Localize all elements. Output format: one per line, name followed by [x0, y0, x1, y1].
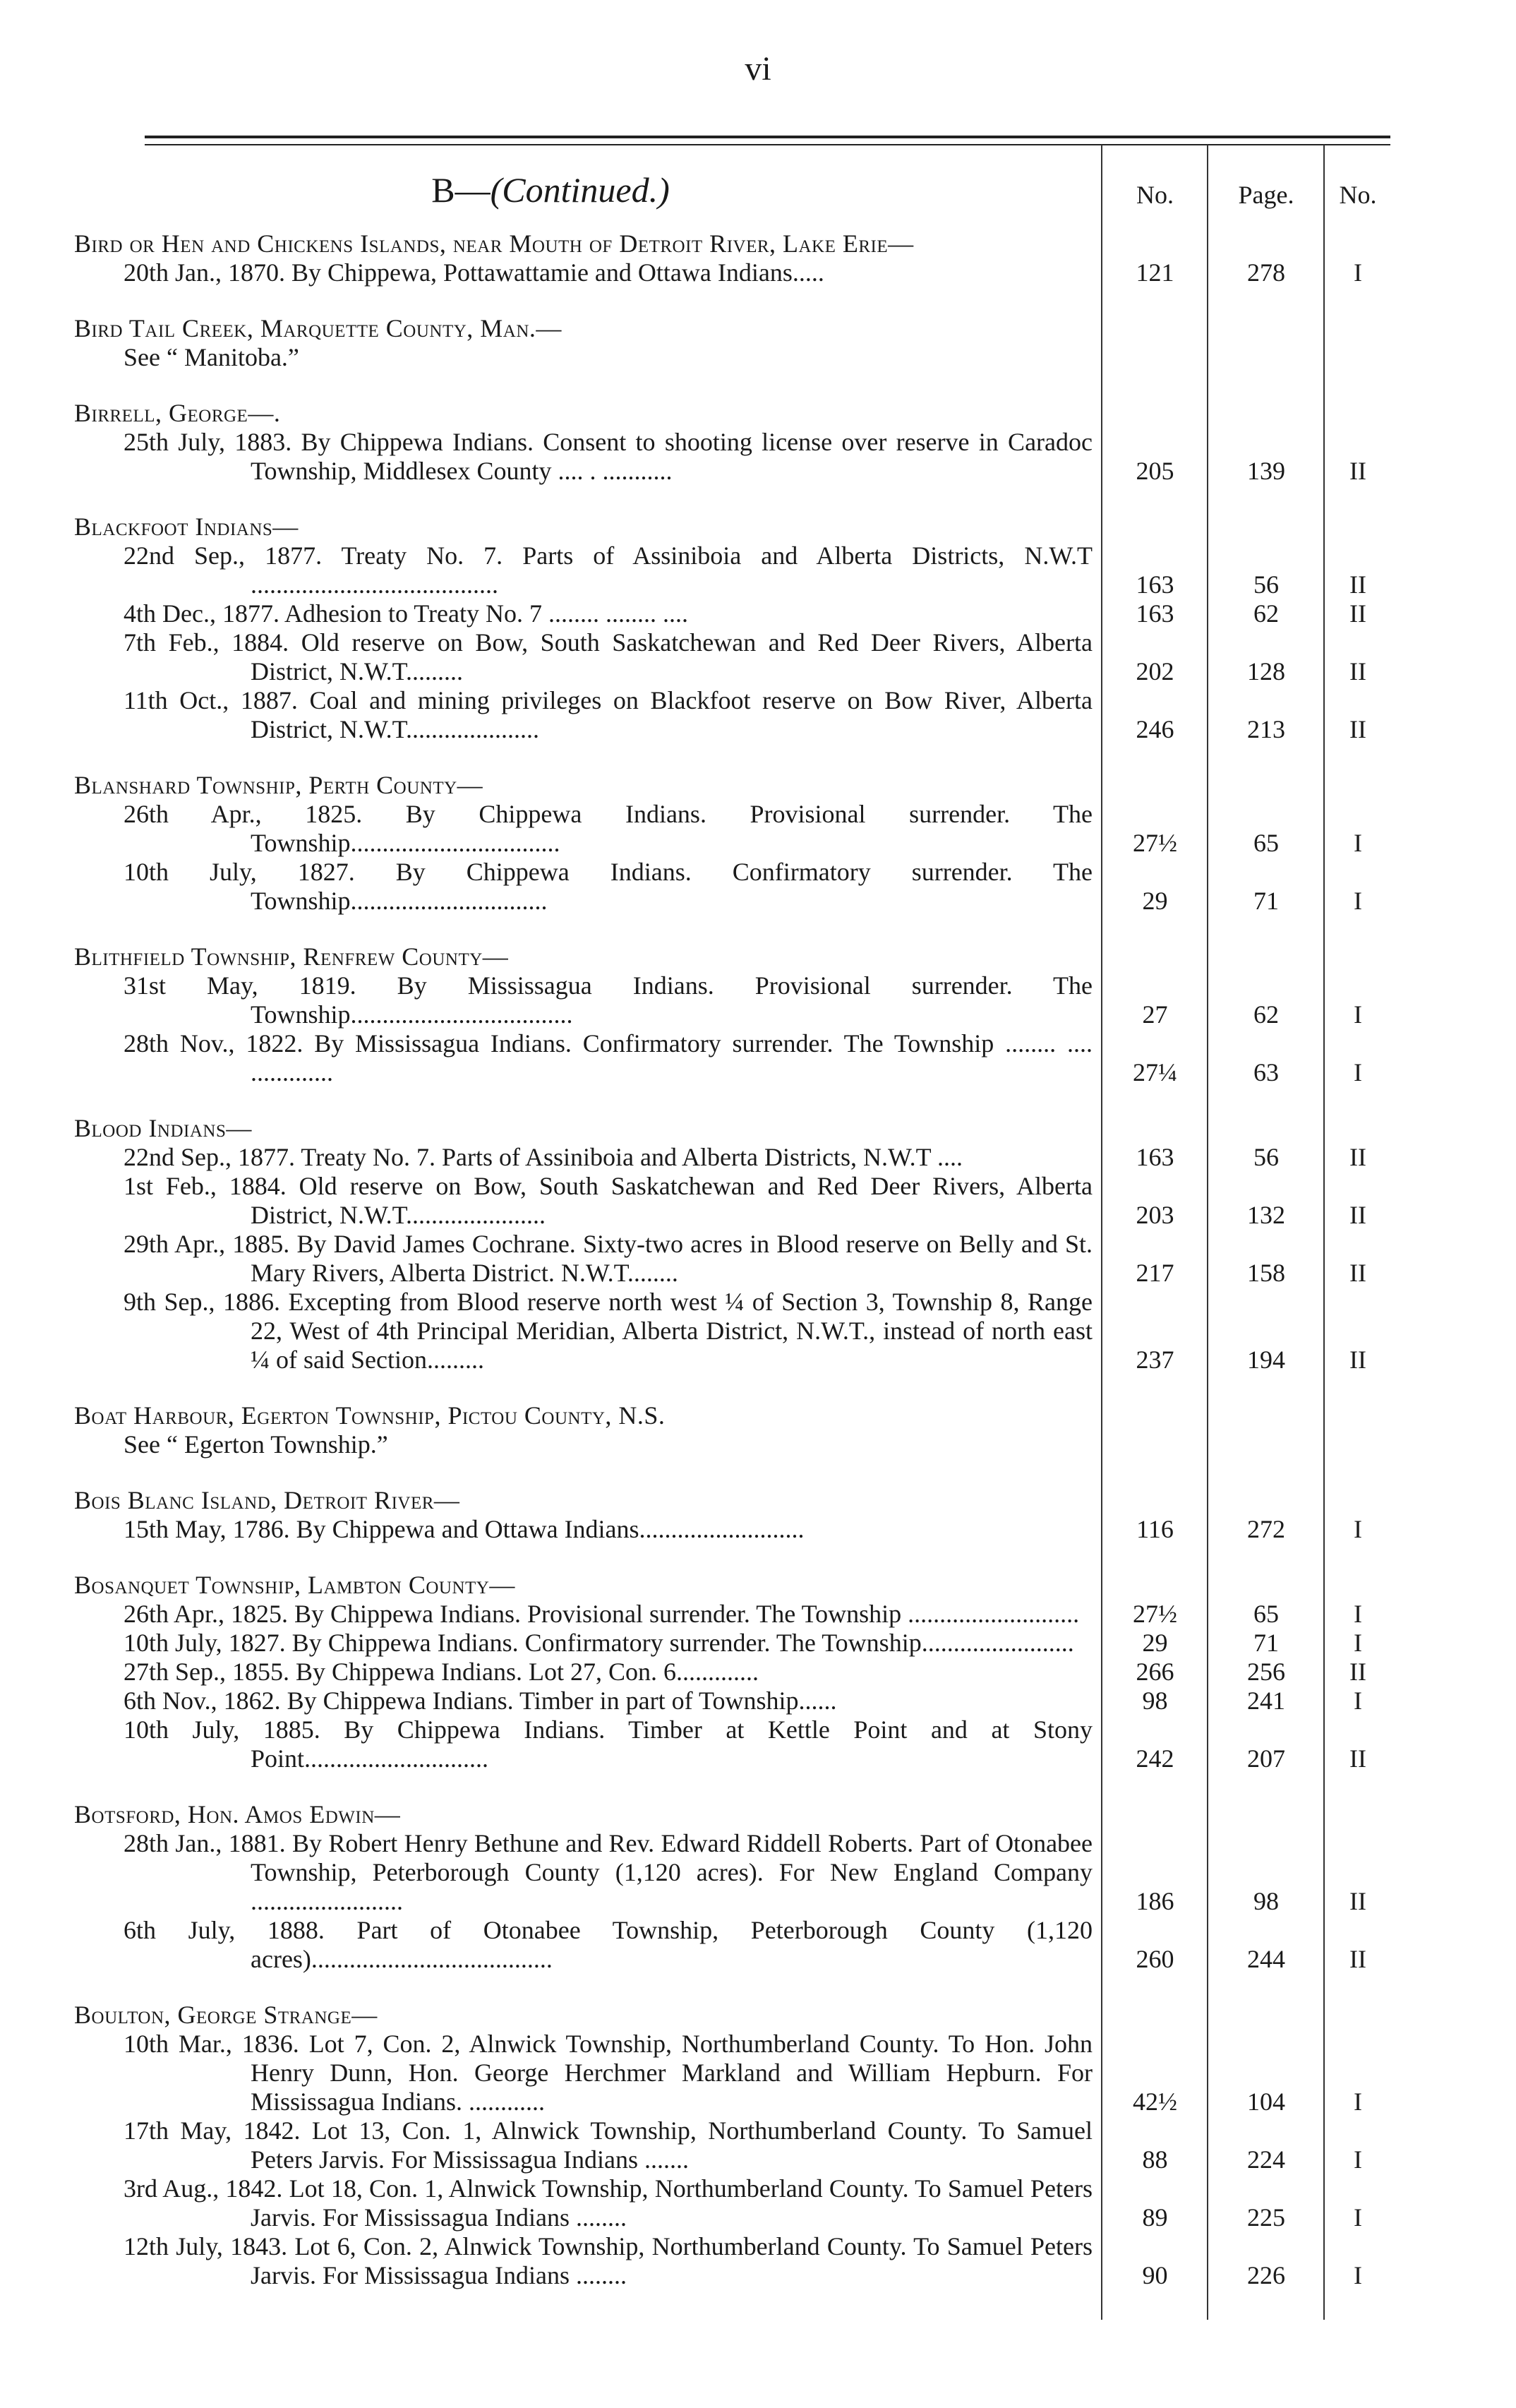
entry-item-text: 20th Jan., 1870. By Chippewa, Pottawattamie and Ottawa Indians..... [124, 258, 824, 287]
entry-item-text: 31st May, 1819. By Mississagua Indians. Provisional surrender. The Township................................... [124, 971, 1093, 1029]
entry-vol-value: I [1354, 1000, 1362, 1029]
entry-vol-value: II [1349, 1744, 1366, 1773]
entry-page-value: 244 [1247, 1945, 1285, 1973]
entry-vol-value: I [1354, 1629, 1362, 1657]
entry-item [74, 1230, 1366, 1288]
entry-heading: Boulton, George Strange— [74, 2001, 378, 2029]
entry-item [74, 541, 1366, 599]
entry-page-value: 71 [1253, 887, 1279, 915]
entry-item-text: 26th Apr., 1825. By Chippewa Indians. Provisional surrender. The Township................................. [124, 800, 1093, 857]
entry-item-text: 7th Feb., 1884. Old reserve on Bow, South Saskatchewan and Red Deer Rivers, Alberta District, N.W.T......... [124, 628, 1093, 685]
entry-item [74, 858, 1362, 916]
page-number: vi [745, 50, 771, 88]
entry-no-value: 98 [1142, 1687, 1168, 1715]
entry-item [74, 2174, 1362, 2232]
entry-heading: Blood Indians— [74, 1114, 252, 1142]
entry-no-value: 29 [1142, 1629, 1168, 1657]
index-entry [74, 1800, 1366, 1974]
entry-item [74, 2232, 1362, 2290]
entry-no-value: 163 [1136, 570, 1174, 599]
entry-page-value: 62 [1253, 599, 1279, 628]
entry-item [74, 2116, 1362, 2174]
entry-item-text: 28th Jan., 1881. By Robert Henry Bethune and Rev. Edward Riddell Roberts. Part of Otonabee Township, Peterborough County (1,120 acres). For New England Company ........................ [124, 1829, 1093, 1915]
entry-vol-value: I [1354, 258, 1362, 287]
entry-item-text: 3rd Aug., 1842. Lot 18, Con. 1, Alnwick Township, Northumberland County. To Samuel Peters Jarvis. For Mississagua Indians ........ [124, 2174, 1093, 2232]
entry-item [74, 686, 1366, 744]
index-entry [74, 2001, 1362, 2290]
entry-vol-value: I [1354, 2145, 1362, 2174]
entry-item [74, 1658, 1366, 1687]
entry-no-value: 27¼ [1133, 1058, 1177, 1086]
entry-page-value: 158 [1247, 1259, 1285, 1287]
entry-item-text: 6th July, 1888. Part of Otonabee Township, Peterborough County (1,120 acres)...................................... [124, 1916, 1093, 1973]
column-divider-3 [1323, 145, 1325, 2320]
entry-vol-value: I [1354, 1600, 1362, 1628]
entry-item [74, 1172, 1366, 1230]
entry-no-value: 203 [1136, 1201, 1174, 1229]
entry-heading: Blanshard Township, Perth County— [74, 771, 483, 799]
entry-vol-value: II [1349, 1143, 1366, 1171]
entry-no-value: 116 [1136, 1515, 1174, 1543]
entry-page-value: 132 [1247, 1201, 1285, 1229]
entry-item-text: 10th Mar., 1836. Lot 7, Con. 2, Alnwick Township, Northumberland County. To Hon. John Henry Dunn, Hon. George Herchmer Markland and William Hepburn. For Mississagua Indians. ............ [124, 2030, 1093, 2116]
entry-item-text: 17th May, 1842. Lot 13, Con. 1, Alnwick Township, Northumberland County. To Samuel Peters Jarvis. For Mississagua Indians ....... [124, 2116, 1093, 2174]
entry-vol-value: II [1349, 1346, 1366, 1374]
entry-vol-value: II [1349, 570, 1366, 599]
entry-no-value: 266 [1136, 1658, 1174, 1686]
entry-page-value: 98 [1253, 1887, 1279, 1915]
entry-item-text: 12th July, 1843. Lot 6, Con. 2, Alnwick Township, Northumberland County. To Samuel Peters Jarvis. For Mississagua Indians ........ [124, 2232, 1093, 2289]
entry-item [74, 1829, 1366, 1916]
column-divider-1 [1101, 145, 1102, 2320]
entry-page-value: 56 [1253, 570, 1279, 599]
entry-heading: Bosanquet Township, Lambton County— [74, 1571, 515, 1599]
entry-item-text: 26th Apr., 1825. By Chippewa Indians. Provisional surrender. The Township ........................... [124, 1600, 1080, 1628]
entry-no-value: 29 [1142, 887, 1168, 915]
entry-item [74, 1687, 1362, 1715]
entry-heading: Botsford, Hon. Amos Edwin— [74, 1800, 401, 1828]
column-header-page: Page. [1238, 181, 1294, 209]
see-reference: See “ Egerton Township.” [124, 1430, 388, 1458]
see-reference: See “ Manitoba.” [124, 343, 299, 371]
entry-vol-value: II [1349, 599, 1366, 628]
entry-item [74, 1515, 1362, 1544]
index-entry [74, 1571, 1366, 1773]
entry-page-value: 226 [1247, 2261, 1285, 2289]
entry-page-value: 62 [1253, 1000, 1279, 1029]
index-entry [74, 1486, 1362, 1544]
entry-item [74, 599, 1366, 628]
entry-vol-value: II [1349, 1945, 1366, 1973]
column-divider-2 [1207, 145, 1208, 2320]
entry-vol-value: I [1354, 1515, 1362, 1543]
entry-heading: Blackfoot Indians— [74, 513, 299, 541]
entry-no-value: 163 [1136, 599, 1174, 628]
entry-item-text: 29th Apr., 1885. By David James Cochrane. Sixty-two acres in Blood reserve on Belly and St. Mary Rivers, Alberta District. N.W.T........ [124, 1230, 1093, 1287]
entry-heading: Bird Tail Creek, Marquette County, Man.— [74, 314, 562, 342]
index-entries [74, 229, 1366, 2317]
entry-item [74, 628, 1366, 686]
entry-item-text: 9th Sep., 1886. Excepting from Blood reserve north west ¼ of Section 3, Township 8, Range 22, West of 4th Principal Meridian, Alberta District, N.W.T., instead of north east ¼ of said Section......... [124, 1288, 1093, 1374]
entry-item-text: 10th July, 1827. By Chippewa Indians. Confirmatory surrender. The Township............................... [124, 858, 1093, 915]
top-rule-thin [145, 144, 1390, 145]
entry-no-value: 246 [1136, 715, 1174, 743]
entry-no-value: 242 [1136, 1744, 1174, 1773]
entry-page-value: 225 [1247, 2203, 1285, 2232]
entry-item-text: 6th Nov., 1862. By Chippewa Indians. Timber in part of Township...... [124, 1687, 837, 1715]
entry-heading: Boat Harbour, Egerton Township, Pictou County, N.S. [74, 1401, 666, 1430]
entry-page-value: 56 [1253, 1143, 1279, 1171]
entry-item [74, 1715, 1366, 1773]
entry-no-value: 27½ [1133, 829, 1177, 857]
entry-vol-value: I [1354, 2203, 1362, 2232]
entry-item [74, 258, 1362, 287]
entry-vol-value: II [1349, 657, 1366, 685]
entry-vol-value: I [1354, 2087, 1362, 2116]
top-rule [145, 136, 1390, 138]
entry-item-text: 28th Nov., 1822. By Mississagua Indians. Confirmatory surrender. The Township ........ .... ............. [124, 1029, 1093, 1086]
entry-item [74, 1600, 1362, 1629]
entry-vol-value: I [1354, 2261, 1362, 2289]
entry-page-value: 65 [1253, 1600, 1279, 1628]
section-continued: (Continued.) [490, 170, 670, 210]
entry-no-value: 27 [1142, 1000, 1168, 1029]
column-header-no: No. [1136, 181, 1174, 209]
entry-item [74, 1288, 1366, 1374]
entry-item-text: 25th July, 1883. By Chippewa Indians. Consent to shooting license over reserve in Caradoc Township, Middlesex County .... . ........... [124, 428, 1093, 485]
entry-item [74, 1029, 1362, 1087]
entry-page-value: 278 [1247, 258, 1285, 287]
entry-item [74, 971, 1362, 1029]
entry-page-value: 104 [1247, 2087, 1285, 2116]
entry-item-text: 10th July, 1885. By Chippewa Indians. Timber at Kettle Point and at Stony Point............................. [124, 1715, 1093, 1773]
entry-item [74, 428, 1366, 486]
entry-item-text: 22nd Sep., 1877. Treaty No. 7. Parts of Assiniboia and Alberta Districts, N.W.T .... [124, 1143, 963, 1171]
entry-page-value: 63 [1253, 1058, 1279, 1086]
entry-page-value: 139 [1247, 457, 1285, 485]
entry-page-value: 194 [1247, 1346, 1285, 1374]
entry-no-value: 202 [1136, 657, 1174, 685]
entry-no-value: 217 [1136, 1259, 1174, 1287]
index-entry [74, 771, 1362, 916]
entry-page-value: 241 [1247, 1687, 1285, 1715]
entry-item-text: 4th Dec., 1877. Adhesion to Treaty No. 7 ........ ........ .... [124, 599, 688, 628]
entry-page-value: 256 [1247, 1658, 1285, 1686]
entry-no-value: 260 [1136, 1945, 1174, 1973]
entry-page-value: 71 [1253, 1629, 1279, 1657]
index-entry [74, 1114, 1366, 1374]
index-entry [74, 314, 1101, 372]
entry-vol-value: I [1354, 887, 1362, 915]
entry-vol-value: II [1349, 1201, 1366, 1229]
index-entry [74, 513, 1366, 744]
entry-item [74, 2030, 1362, 2116]
entry-vol-value: I [1354, 829, 1362, 857]
entry-item-text: 10th July, 1827. By Chippewa Indians. Confirmatory surrender. The Township........................ [124, 1629, 1074, 1657]
entry-vol-value: II [1349, 1259, 1366, 1287]
section-letter: B— [431, 170, 491, 210]
entry-heading: Bird or Hen and Chickens Islands, near Mouth of Detroit River, Lake Erie— [74, 229, 914, 258]
entry-page-value: 224 [1247, 2145, 1285, 2174]
entry-item [74, 1629, 1362, 1658]
entry-no-value: 88 [1142, 2145, 1168, 2174]
entry-no-value: 205 [1136, 457, 1174, 485]
entry-item-text: 1st Feb., 1884. Old reserve on Bow, South Saskatchewan and Red Deer Rivers, Alberta District, N.W.T...................... [124, 1172, 1093, 1229]
index-entry [74, 229, 1362, 287]
entry-item [74, 1916, 1366, 1974]
entry-no-value: 89 [1142, 2203, 1168, 2232]
entry-item-text: 15th May, 1786. By Chippewa and Ottawa Indians.......................... [124, 1515, 805, 1543]
entry-no-value: 237 [1136, 1346, 1174, 1374]
entry-page-value: 213 [1247, 715, 1285, 743]
entry-vol-value: I [1354, 1058, 1362, 1086]
entry-item [74, 800, 1362, 858]
entry-vol-value: II [1349, 1887, 1366, 1915]
entry-no-value: 90 [1142, 2261, 1168, 2289]
entry-no-value: 163 [1136, 1143, 1174, 1171]
entry-page-value: 272 [1247, 1515, 1285, 1543]
index-entry [74, 942, 1362, 1087]
entry-item-text: 11th Oct., 1887. Coal and mining privileges on Blackfoot reserve on Bow River, Alberta District, N.W.T..................... [124, 686, 1093, 743]
entry-item-text: 22nd Sep., 1877. Treaty No. 7. Parts of Assiniboia and Alberta Districts, N.W.T ....................................... [124, 541, 1093, 599]
entry-no-value: 42½ [1133, 2087, 1177, 2116]
entry-vol-value: II [1349, 1658, 1366, 1686]
entry-no-value: 186 [1136, 1887, 1174, 1915]
entry-page-value: 128 [1247, 657, 1285, 685]
section-title [0, 169, 1101, 210]
entry-heading: Blithfield Township, Renfrew County— [74, 942, 509, 971]
index-entry [74, 1401, 1101, 1459]
index-entry [74, 399, 1366, 486]
entry-page-value: 207 [1247, 1744, 1285, 1773]
entry-page-value: 65 [1253, 829, 1279, 857]
column-header-vol: No. [1339, 181, 1377, 209]
entry-vol-value: I [1354, 1687, 1362, 1715]
entry-vol-value: II [1349, 457, 1366, 485]
entry-heading: Birrell, George—. [74, 399, 281, 427]
entry-no-value: 27½ [1133, 1600, 1177, 1628]
entry-heading: Bois Blanc Island, Detroit River— [74, 1486, 460, 1514]
entry-item [74, 1143, 1366, 1172]
entry-no-value: 121 [1136, 258, 1174, 287]
entry-vol-value: II [1349, 715, 1366, 743]
entry-item-text: 27th Sep., 1855. By Chippewa Indians. Lot 27, Con. 6............. [124, 1658, 759, 1686]
